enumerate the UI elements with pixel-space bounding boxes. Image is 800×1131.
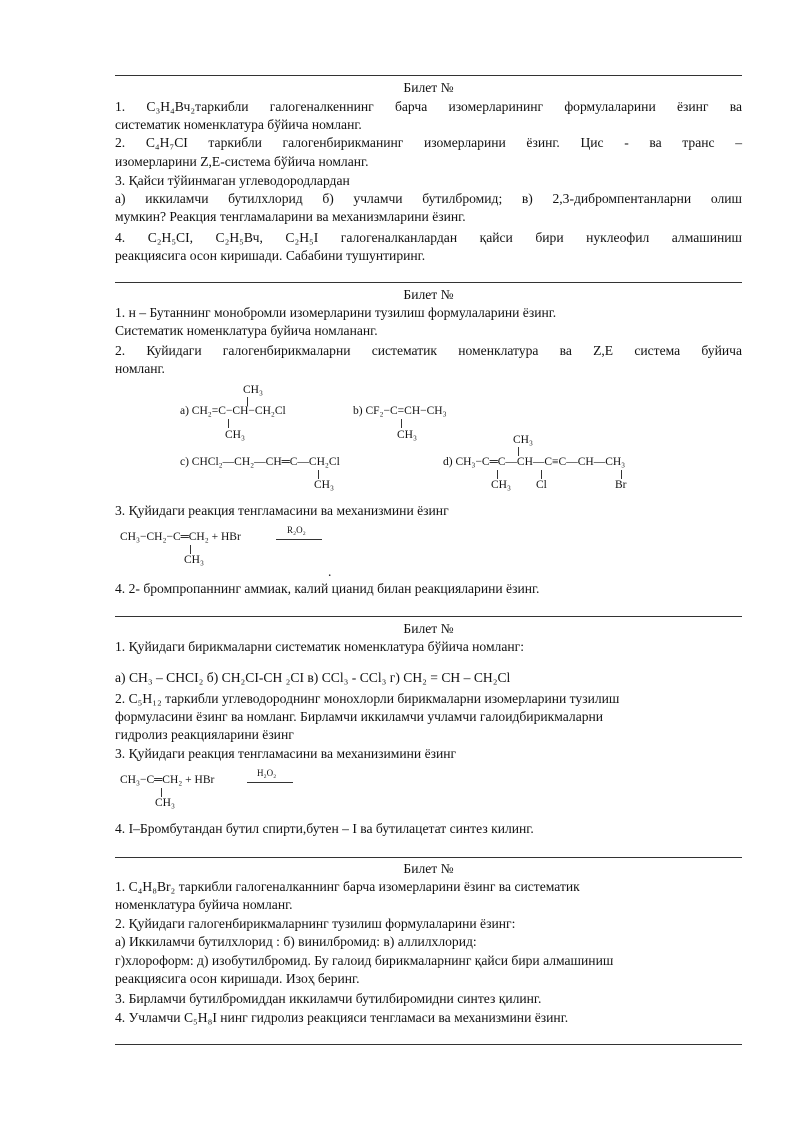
ticket-3-q1-compounds: а) CH₃ – CHCI₂ б) CH₂CI-CH ₂CI в) CCl₃ - CCl₃ г) CH₂ = CH – CH₂Cl xyxy=(115,670,511,685)
ticket-3-title: Билет № xyxy=(403,621,454,636)
reaction-2-equation: CH₃−C═CH₂ + HBr xyxy=(120,774,215,786)
reaction-1-condition: R₂O₂ xyxy=(287,525,306,535)
divider xyxy=(115,1044,742,1045)
ticket-1-q1-line2: систематик номенклатура бўйича номланг. xyxy=(115,117,362,132)
formula-b-chain: b) CF₂−C=CH−CH₃ xyxy=(353,405,447,417)
reaction-1-equation: CH₃−CH₂−C═CH₂ + HBr xyxy=(120,531,241,543)
divider xyxy=(115,857,742,858)
formula-d-bond-br xyxy=(621,470,622,479)
ticket-3-q2-line2: формуласини ёзинг ва номланг. Бирламчи иккиламчи учламчи галоидбирикмаларни xyxy=(115,709,604,724)
ticket-2-q2-line2: номланг. xyxy=(115,361,165,376)
ticket-4-q4: 4. Учламчи C₅H₈I нинг гидролиз реакцияси тенгламаси ва механизмини ёзинг. xyxy=(115,1010,569,1025)
ticket-2-title: Билет № xyxy=(403,287,454,302)
formula-a-chain: а) CH₂=C−CH−CH₂Cl xyxy=(180,405,286,417)
ticket-1-q2-line2: изомерларини Z,E-система бўйича номланг. xyxy=(115,154,369,169)
formula-a-methyl-bottom: CH₃ xyxy=(225,429,245,441)
reaction-2-condition: H₂O₂ xyxy=(257,768,277,778)
ticket-4-q2-line1: 2. Қуйидаги галогенбирикмаларнинг тузилиш формулаларини ёзинг: xyxy=(115,916,516,931)
ticket-1-q2-line1: 2. C₄H₇CI таркибли галогенбирикманинг изомерларини ёзинг. Цис - ва транс – xyxy=(115,135,742,150)
ticket-4-q3: 3. Бирламчи бутилбромиддан иккиламчи бутилбиромидни синтез қилинг. xyxy=(115,991,542,1006)
ticket-2-q2-line1: 2. Куйидаги галогенбирикмаларни систематик номенклатура ва Z,E система буйича xyxy=(115,343,742,358)
ticket-4-q1-line2: номенклатура буйича номланг. xyxy=(115,897,293,912)
divider xyxy=(115,75,742,76)
formula-d-chain: d) CH₃−C═C—CH—C≡C—CH—CH₃ xyxy=(443,456,626,468)
ticket-4-title: Билет № xyxy=(403,861,454,876)
reaction-1-bond xyxy=(190,545,191,554)
formula-d-methyl-top: CH₃ xyxy=(513,434,533,446)
reaction-2-arrow xyxy=(247,782,293,783)
formula-d-methyl-bottom: CH₃ xyxy=(491,479,511,491)
ticket-4-q2-line2: а) Иккиламчи бутилхлорид : б) винилбромид: в) аллилхлорид: xyxy=(115,934,477,949)
ticket-1-title: Билет № xyxy=(403,80,454,95)
ticket-4-q1-line1: 1. C₄H₈Br₂ таркибли галогеналканнинг барча изомерларини ёзинг ва систематик xyxy=(115,879,580,894)
divider xyxy=(115,616,742,617)
ticket-1-q1-line1: 1. C₃H₄Вч₂таркибли галогеналкеннинг барча изомерларининг формулаларини ёзинг ва xyxy=(115,99,742,114)
reaction-2-bond xyxy=(161,788,162,797)
ticket-2-q1-line2: Систематик номенклатура буйича номлананг. xyxy=(115,323,378,338)
formula-b-methyl: CH₃ xyxy=(397,429,417,441)
formula-c-bond xyxy=(318,470,319,479)
ticket-2-q1-line1: 1. н – Бутаннинг монобромли изомерларини тузилиш формулаларини ёзинг. xyxy=(115,305,557,320)
ticket-3-q3: 3. Қуйидаги реакция тенгламасини ва механизимини ёзинг xyxy=(115,746,457,761)
reaction-1-dot: . xyxy=(328,564,332,579)
formula-c-methyl: CH₃ xyxy=(314,479,334,491)
ticket-3-q2-line1: 2. C₅H₁₂ таркибли углеводороднинг монохлорли бирикмаларни изомерларини тузилиш xyxy=(115,691,620,706)
reaction-1-arrow xyxy=(276,539,322,540)
formula-d-bond-top xyxy=(518,447,519,456)
formula-d-bond-methyl xyxy=(497,470,498,479)
ticket-1-q3-line2: а) иккиламчи бутилхлорид б) учламчи бутилбромид; в) 2,3-дибромпентанларни олиш xyxy=(115,191,742,206)
reaction-1-methyl: CH₃ xyxy=(184,554,204,566)
ticket-1-q4-line2: реакциясига осон киришади. Сабабини тушунтиринг. xyxy=(115,248,426,263)
ticket-1-q3-line1: 3. Қайси тўйинмаган углеводородлардан xyxy=(115,173,350,188)
ticket-3-q2-line3: гидролиз реакцияларини ёзинг xyxy=(115,727,294,742)
divider xyxy=(115,282,742,283)
ticket-2-q4: 4. 2- бромпропаннинг аммиак, калий цианид билан реакцияларини ёзинг. xyxy=(115,581,540,596)
formula-b-bond xyxy=(401,419,402,428)
ticket-1-q3-line3: мумкин? Реакция тенгламаларини ва механизмларини ёзинг. xyxy=(115,209,466,224)
formula-d-chlorine: Cl xyxy=(536,479,547,491)
ticket-3-q1: 1. Қуйидаги бирикмаларни систематик номенклатура бўйича номланг: xyxy=(115,639,524,654)
ticket-2-q3: 3. Қуйидаги реакция тенгламасини ва механизмини ёзинг xyxy=(115,503,449,518)
formula-d-bond-cl xyxy=(541,470,542,479)
ticket-1-q4-line1: 4. C₂H₅CI, C₂H₅Вч, C₂H₅I галогеналканлардан қайси бири нуклеофил алмашиниш xyxy=(115,230,742,245)
formula-c-chain: c) CHCl₂—CH₂—CH═C—CH₂Cl xyxy=(180,456,340,468)
reaction-2-methyl: CH₃ xyxy=(155,797,175,809)
formula-d-bromine: Br xyxy=(615,479,627,491)
formula-a-bond-bottom xyxy=(228,419,229,428)
ticket-4-q2-line4: реакциясига осон киришади. Изоҳ беринг. xyxy=(115,971,360,986)
formula-a-methyl-top: CH₃ xyxy=(243,384,263,396)
ticket-3-q4: 4. I–Бромбутандан бутил спирти,бутен – I ва бутилацетат синтез килинг. xyxy=(115,821,534,836)
ticket-4-q2-line3: г)хлороформ: д) изобутилбромид. Бу галоид бирикмаларнинг қайси бири алмашиниш xyxy=(115,953,614,968)
